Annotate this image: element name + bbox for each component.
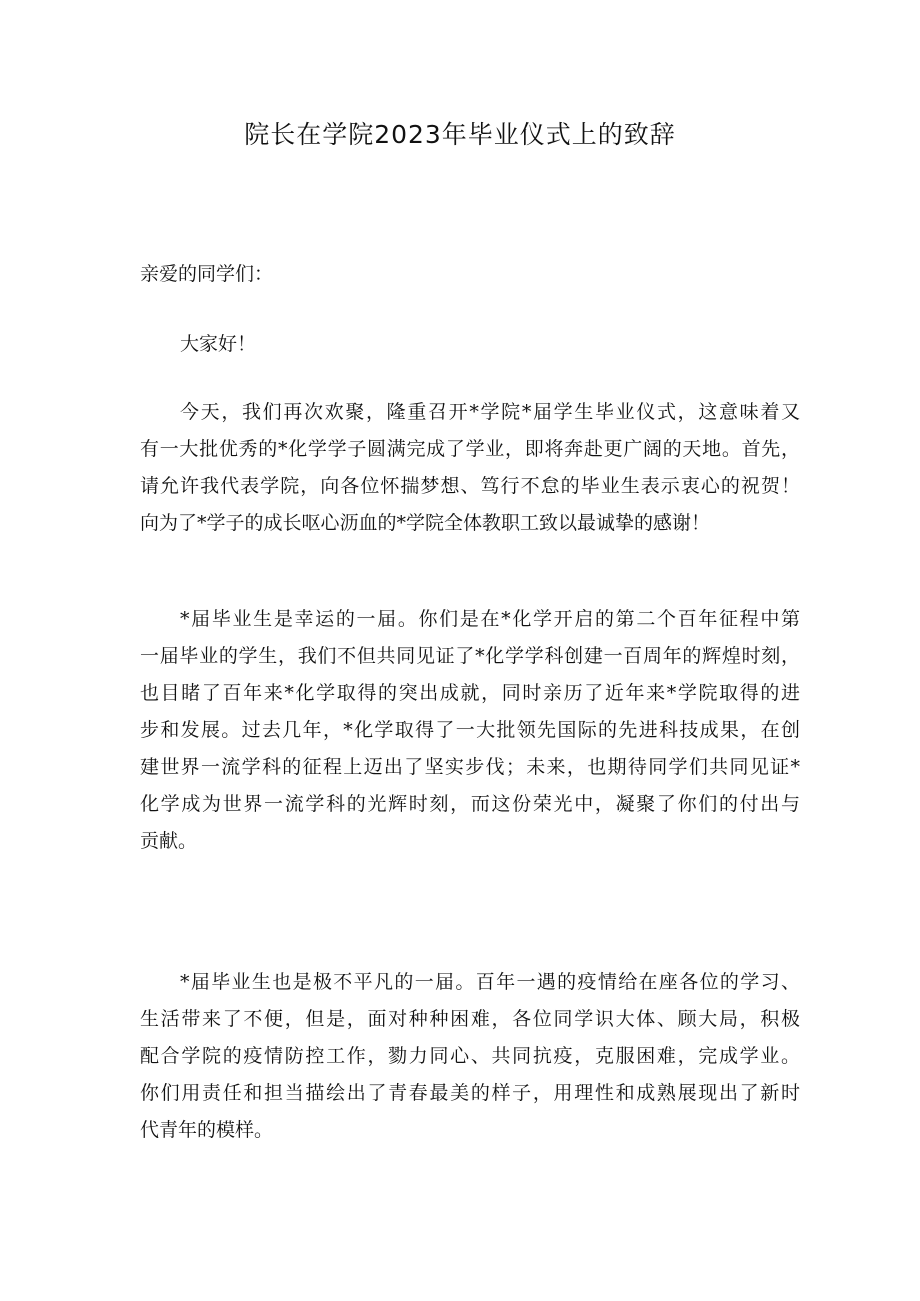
- paragraph-line: 请允许我代表学院，向各位怀揣梦想、笃行不怠的毕业生表示衷心的祝贺！: [140, 475, 800, 497]
- greeting: 大家好！: [180, 333, 257, 355]
- paragraph-line: 建世界一流学科的征程上迈出了坚实步伐；未来，也期待同学们共同见证*: [140, 756, 800, 778]
- paragraph-line: 代青年的模样。: [140, 1119, 274, 1141]
- paragraph-line: 向为了*学子的成长呕心沥血的*学院全体教职工致以最诚挚的感谢！: [140, 512, 711, 534]
- paragraph-line: 化学成为世界一流学科的光辉时刻，而这份荣光中，凝聚了你们的付出与: [140, 793, 800, 815]
- paragraph-line: 贡献。: [140, 830, 198, 852]
- paragraph-line: 有一大批优秀的*化学学子圆满完成了学业，即将奔赴更广阔的天地。首先，: [140, 438, 800, 460]
- paragraph-line: 配合学院的疫情防控工作，勠力同心、共同抗疫，克服困难，完成学业。: [140, 1045, 800, 1067]
- paragraph-line: 步和发展。过去几年，*化学取得了一大批领先国际的先进科技成果，在创: [140, 719, 800, 741]
- paragraph-line: 一届毕业的学生，我们不但共同见证了*化学学科创建一百周年的辉煌时刻，: [140, 645, 800, 667]
- paragraph-line: *届毕业生是幸运的一届。你们是在*化学开启的第二个百年征程中第: [180, 608, 800, 630]
- paragraph-line: 今天，我们再次欢聚，隆重召开*学院*届学生毕业仪式，这意味着又: [180, 401, 800, 423]
- paragraph-line: 你们用责任和担当描绘出了青春最美的样子，用理性和成熟展现出了新时: [140, 1082, 800, 1104]
- paragraph-line: *届毕业生也是极不平凡的一届。百年一遇的疫情给在座各位的学习、: [180, 971, 800, 993]
- salutation: 亲爱的同学们：: [140, 263, 274, 285]
- paragraph-line: 生活带来了不便，但是，面对种种困难，各位同学识大体、顾大局，积极: [140, 1008, 800, 1030]
- paragraph-line: 也目睹了百年来*化学取得的突出成就，同时亲历了近年来*学院取得的进: [140, 682, 800, 704]
- paragraph-2: [140, 601, 800, 860]
- paragraph-3: [140, 964, 800, 1149]
- document-title: 院长在学院2023年毕业仪式上的致辞: [244, 120, 676, 149]
- paragraph-1: [140, 394, 800, 542]
